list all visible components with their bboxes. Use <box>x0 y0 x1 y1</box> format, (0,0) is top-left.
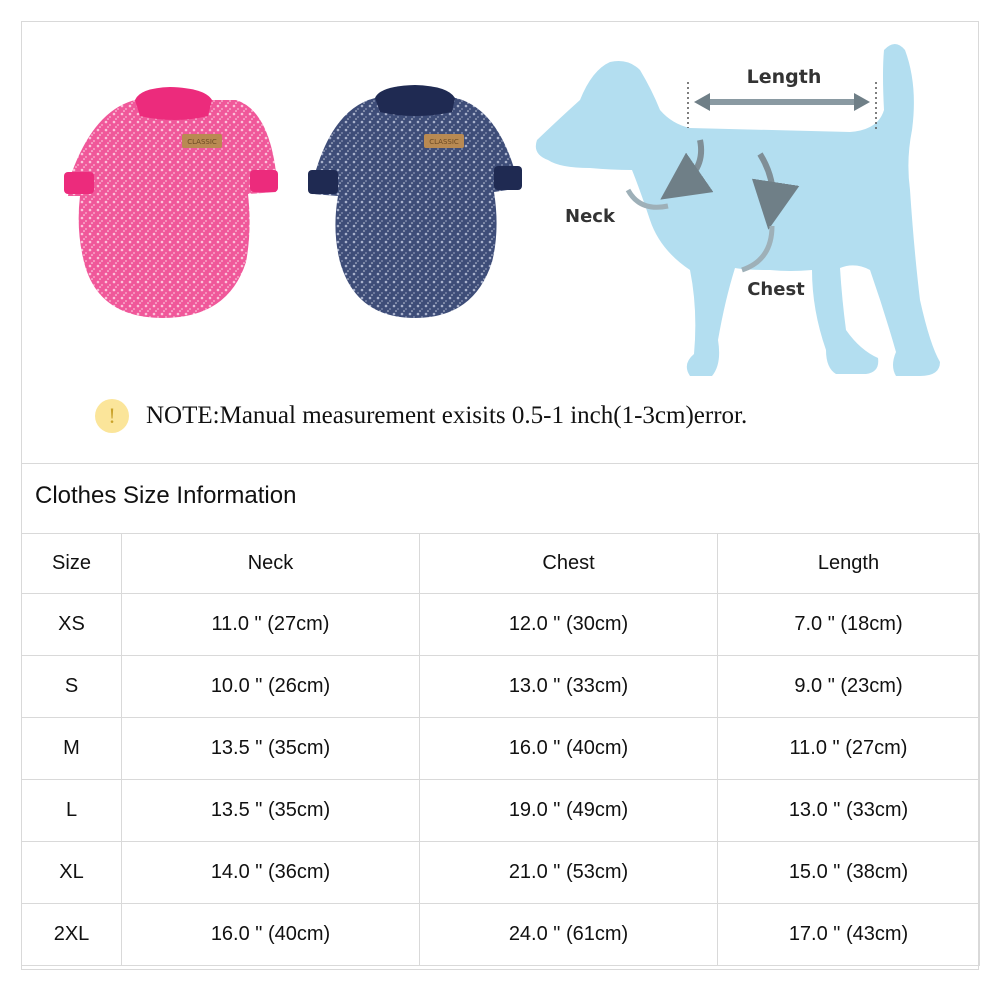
length-label: Length <box>746 66 822 88</box>
chest-cell: 24.0 " (61cm) <box>420 904 718 966</box>
divider <box>22 463 978 464</box>
chest-cell: 19.0 " (49cm) <box>420 780 718 842</box>
length-cell: 13.0 " (33cm) <box>718 780 980 842</box>
neck-cell: 13.5 " (35cm) <box>122 718 420 780</box>
table-row <box>22 842 980 904</box>
chest-cell: 12.0 " (30cm) <box>420 594 718 656</box>
neck-cell: 11.0 " (27cm) <box>122 594 420 656</box>
header-chest: Chest <box>420 534 718 594</box>
size-cell: 2XL <box>22 904 122 966</box>
chest-cell: 21.0 " (53cm) <box>420 842 718 904</box>
length-cell: 17.0 " (43cm) <box>718 904 980 966</box>
neck-cell: 14.0 " (36cm) <box>122 842 420 904</box>
pink-sweater-badge: CLASSIC <box>187 138 217 146</box>
table-row <box>22 904 980 966</box>
size-table <box>21 533 980 966</box>
navy-sweater-badge: CLASSIC <box>429 138 459 146</box>
section-title: Clothes Size Information <box>35 482 297 509</box>
length-cell: 9.0 " (23cm) <box>718 656 980 718</box>
header-size: Size <box>22 534 122 594</box>
pink-sweater <box>64 87 278 318</box>
length-cell: 7.0 " (18cm) <box>718 594 980 656</box>
size-cell: L <box>22 780 122 842</box>
table-header-row <box>22 534 980 594</box>
length-cell: 11.0 " (27cm) <box>718 718 980 780</box>
size-cell: M <box>22 718 122 780</box>
table-row <box>22 656 980 718</box>
neck-label: Neck <box>565 206 615 227</box>
size-cell: XL <box>22 842 122 904</box>
header-length: Length <box>718 534 980 594</box>
navy-sweater <box>308 85 522 318</box>
table-row <box>22 594 980 656</box>
chest-label: Chest <box>747 279 805 300</box>
exclamation-icon: ! <box>95 399 129 433</box>
neck-cell: 16.0 " (40cm) <box>122 904 420 966</box>
header-neck: Neck <box>122 534 420 594</box>
size-cell: S <box>22 656 122 718</box>
length-cell: 15.0 " (38cm) <box>718 842 980 904</box>
neck-cell: 10.0 " (26cm) <box>122 656 420 718</box>
size-cell: XS <box>22 594 122 656</box>
chest-cell: 16.0 " (40cm) <box>420 718 718 780</box>
length-measure <box>688 66 876 130</box>
neck-cell: 13.5 " (35cm) <box>122 780 420 842</box>
measurement-note <box>95 396 747 436</box>
chest-cell: 13.0 " (33cm) <box>420 656 718 718</box>
table-row <box>22 780 980 842</box>
table-row <box>22 718 980 780</box>
note-text: NOTE:Manual measurement exisits 0.5-1 inch(1-3cm)error. <box>146 402 748 429</box>
